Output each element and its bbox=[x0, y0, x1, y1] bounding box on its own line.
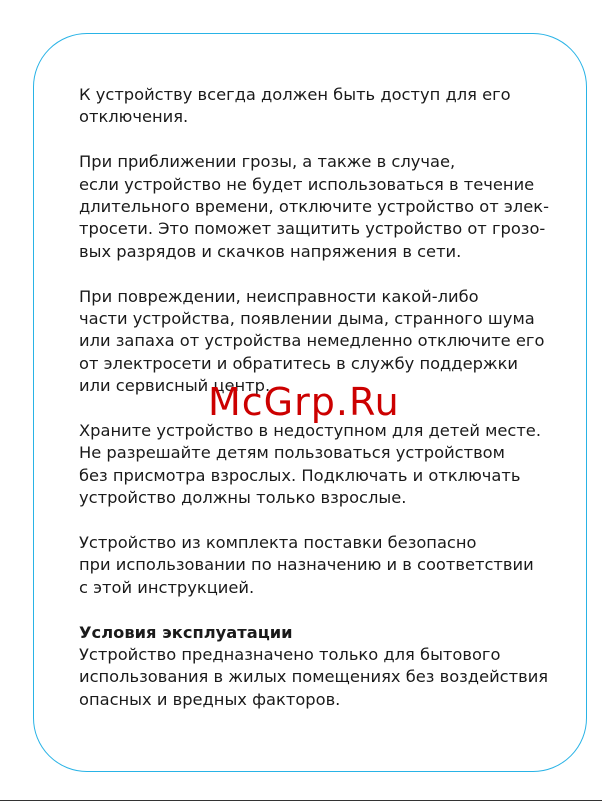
section-text: Устройство предназначено только для бытового использования в жилых помещениях без воздействия опасных и вредных факторов. bbox=[79, 645, 549, 709]
paragraph-access: К устройству всегда должен быть доступ для его отключения. bbox=[79, 85, 511, 127]
paragraph-damage: При повреждении, неисправности какой-либо части устройства, появлении дыма, странного шума или запаха от устройства немедленно отключите его от электросети и обратитесь в службу поддержки или сервисный центр. bbox=[79, 286, 545, 396]
paragraph-safety: Устройство из комплекта поставки безопасно при использовании по назначению и в соответствии с этой инструкцией. bbox=[79, 533, 534, 597]
footer-divider bbox=[0, 800, 602, 801]
watermark: McGrp.Ru bbox=[208, 380, 400, 424]
paragraph-thunderstorm: При приближении грозы, а также в случае, если устройство не будет использоваться в течение длительного времени, отключите устройство от элек- тросети. Это поможет защитить устройство от грозо- вых разрядов и скачков напряжения в сети. bbox=[79, 152, 549, 261]
paragraph-children: Храните устройство в недоступном для детей месте. Не разрешайте детям пользоваться устройством без присмотра взрослых. Подключать и отключать устройство должны только взрослые. bbox=[79, 421, 542, 508]
section-heading: Условия эксплуатации bbox=[79, 622, 293, 642]
